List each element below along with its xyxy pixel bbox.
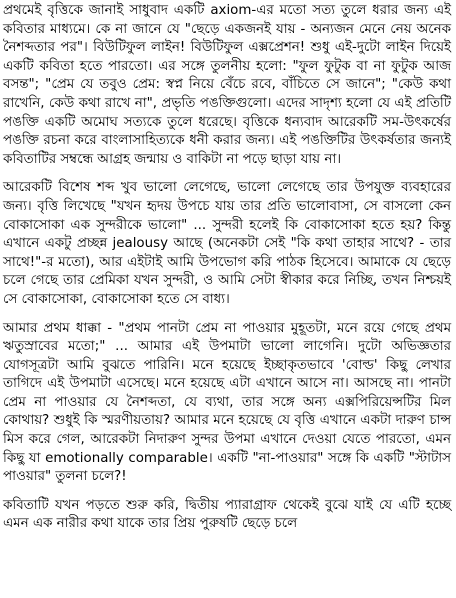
paragraph-4: কবিতাটি যখন পড়তে শুরু করি, দ্বিতীয় প্যারাগ্রাফ থেকেই বুঝে যাই যে এটি হচ্ছে এমন এক নারীর কথা যাকে তার প্রিয় পুরুষটি ছেড়ে চলে: [3, 497, 451, 532]
paragraph-1: প্রথমেই বৃত্তিকে জানাই সাধুবাদ একটি axiom-এর মতো সত্য তুলে ধরার জন্য এই কবিতার মাধ্যমে। কে না জানে যে "ছেড়ে একজনই যায় - অন্যজন মেনে নেয় অনেক নৈশব্দতার পর"। বিউটিফুল লাইন! বিউটিফুল এক্সপ্রেশন! শুধু এই-দুটো লাইন দিয়েই একটি কবিতা হতে পারতো। এর সঙ্গে তুলনীয় হলো: "ফুল ফুটুক বা না ফুটুক আজ বসন্ত"; "প্রেম যে তবুও প্রেম: স্বপ্ন নিয়ে বেঁচে রবে, বাঁচিতে সে জানে"; "কেউ কথা রাখেনি, কেউ কথা রাখে না", প্রভৃতি পঙক্তিগুলো। এদের সাদৃশ্য হলো যে এই প্রতিটি পঙক্তি একটি অমোঘ সত্যকে তুলে ধরেছে। বৃত্তিকে ধন্যবাদ আরেকটি সম-উৎকর্ষের পঙক্তি রচনা করে বাংলাসাহিত্যকে ধনী করার জন্য। এই পঙক্তিটির উৎকর্ষতার জন্যই কবিতাটির সম্বন্ধে আগ্রহ জন্মায় ও বাকিটা না পড়ে ছাড়া যায় না।: [3, 3, 451, 167]
paragraph-2: আরেকটি বিশেষ শব্দ খুব ভালো লেগেছে, ভালো লেগেছে তার উপযুক্ত ব্যবহারের জন্য। বৃত্তি লিখেছে "যখন হৃদয় উপচে যায় তার প্রতি ভালোবাসা, সে বাসলো কেন বোকাসোকা এক সুন্দরীকে ভালো" ... সুন্দরী হলেই কি বোকাসোকা হতে হয়? কিন্তু এখানে একটু প্রচ্ছন্ন jealousy আছে (অনেকটা সেই "কি কথা তাহার সাথে? - তার সাথে!"-র মতো), আর এইটাই আমি উপভোগ করি পাঠক হিসেবে। আমাকে যে ছেড়ে চলে গেছে তার প্রেমিকা যখন সুন্দরী, ও আমি সেটা স্বীকার করে নিচ্ছি, তখন নিশ্চয়ই সে বোকাসোকা, বোকাসোকা হতে সে বাধ্য।: [3, 180, 451, 307]
paragraph-3: আমার প্রথম ধাক্কা - "প্রথম পানটা প্রেম না পাওয়ার মুহূতটা, মনে রয়ে গেছে প্রথম ঋতুস্রাবের মতো;" ... আমার এই উপমাটা ভালো লাগেনি। দুটো অভিজ্ঞতার যোগসূত্রটা আমি বুঝতে পারিনি। মনে হয়েছে ইচ্ছাকৃতভাবে 'বোল্ড' কিছু লেখার তাগিদে এই উপমাটা এসেছে। মনে হয়েছে এটা এখানে আসে না। আসছে না। পানটা প্রেম না পাওয়ার যে নৈশব্দতা, যে ব্যথা, তার সঙ্গে অন্য এক্সপিরিয়েন্সটির মিল কোথায়? শুধুই কি স্মরণীয়তায়? আমার মনে হয়েছে যে বৃত্তি এখানে একটা দারুণ চান্স মিস করে গেল, আরেকটা নিদারুণ সুন্দর উপমা এখানে দেওয়া যেতে পারতো, এমন কিছু যা emotionally comparable। একটি "না-পাওয়ার" সঙ্গে কি একটি "স্টাটাস পাওয়ার" তুলনা চলে?!: [3, 320, 451, 485]
